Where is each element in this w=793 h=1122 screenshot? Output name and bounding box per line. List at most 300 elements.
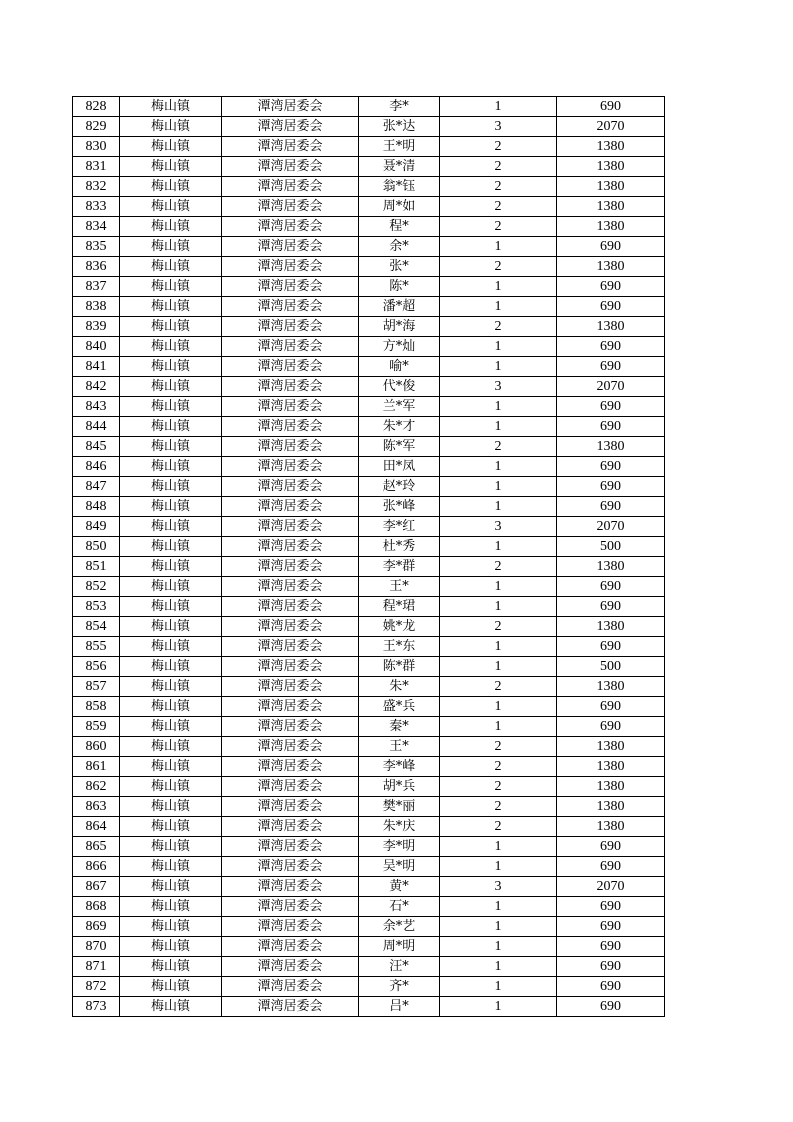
people-count-cell: 1 <box>440 637 557 657</box>
amount-cell: 690 <box>557 997 665 1017</box>
town-cell: 梅山镇 <box>120 597 222 617</box>
committee-cell: 潭湾居委会 <box>222 677 359 697</box>
row-number-cell: 830 <box>73 137 120 157</box>
committee-cell: 潭湾居委会 <box>222 737 359 757</box>
town-cell: 梅山镇 <box>120 497 222 517</box>
row-number-cell: 843 <box>73 397 120 417</box>
people-count-cell: 1 <box>440 97 557 117</box>
table-row <box>73 257 665 277</box>
people-count-cell: 1 <box>440 357 557 377</box>
amount-cell: 1380 <box>557 817 665 837</box>
name-cell: 余*艺 <box>359 917 440 937</box>
committee-cell: 潭湾居委会 <box>222 297 359 317</box>
row-number-cell: 834 <box>73 217 120 237</box>
table-row <box>73 717 665 737</box>
town-cell: 梅山镇 <box>120 217 222 237</box>
row-number-cell: 829 <box>73 117 120 137</box>
name-cell: 杜*秀 <box>359 537 440 557</box>
table-row <box>73 557 665 577</box>
amount-cell: 690 <box>557 857 665 877</box>
table-row <box>73 497 665 517</box>
amount-cell: 1380 <box>557 157 665 177</box>
town-cell: 梅山镇 <box>120 317 222 337</box>
town-cell: 梅山镇 <box>120 277 222 297</box>
row-number-cell: 866 <box>73 857 120 877</box>
row-number-cell: 840 <box>73 337 120 357</box>
town-cell: 梅山镇 <box>120 197 222 217</box>
row-number-cell: 857 <box>73 677 120 697</box>
town-cell: 梅山镇 <box>120 97 222 117</box>
name-cell: 陈*群 <box>359 657 440 677</box>
amount-cell: 690 <box>557 897 665 917</box>
name-cell: 盛*兵 <box>359 697 440 717</box>
committee-cell: 潭湾居委会 <box>222 317 359 337</box>
table-row <box>73 297 665 317</box>
amount-cell: 1380 <box>557 557 665 577</box>
name-cell: 朱*庆 <box>359 817 440 837</box>
people-count-cell: 2 <box>440 737 557 757</box>
name-cell: 王* <box>359 737 440 757</box>
name-cell: 余* <box>359 237 440 257</box>
row-number-cell: 854 <box>73 617 120 637</box>
town-cell: 梅山镇 <box>120 437 222 457</box>
committee-cell: 潭湾居委会 <box>222 457 359 477</box>
name-cell: 李*红 <box>359 517 440 537</box>
row-number-cell: 838 <box>73 297 120 317</box>
table-row <box>73 137 665 157</box>
table-row <box>73 777 665 797</box>
committee-cell: 潭湾居委会 <box>222 877 359 897</box>
table-row <box>73 337 665 357</box>
name-cell: 石* <box>359 897 440 917</box>
name-cell: 王* <box>359 577 440 597</box>
people-count-cell: 1 <box>440 417 557 437</box>
people-count-cell: 3 <box>440 117 557 137</box>
name-cell: 陈* <box>359 277 440 297</box>
town-cell: 梅山镇 <box>120 997 222 1017</box>
row-number-cell: 837 <box>73 277 120 297</box>
committee-cell: 潭湾居委会 <box>222 137 359 157</box>
committee-cell: 潭湾居委会 <box>222 197 359 217</box>
row-number-cell: 841 <box>73 357 120 377</box>
table-row <box>73 917 665 937</box>
table-row <box>73 877 665 897</box>
amount-cell: 690 <box>557 337 665 357</box>
table-row <box>73 697 665 717</box>
name-cell: 周*如 <box>359 197 440 217</box>
row-number-cell: 868 <box>73 897 120 917</box>
committee-cell: 潭湾居委会 <box>222 637 359 657</box>
name-cell: 黄* <box>359 877 440 897</box>
row-number-cell: 850 <box>73 537 120 557</box>
table-row <box>73 677 665 697</box>
row-number-cell: 859 <box>73 717 120 737</box>
row-number-cell: 867 <box>73 877 120 897</box>
row-number-cell: 860 <box>73 737 120 757</box>
town-cell: 梅山镇 <box>120 517 222 537</box>
people-count-cell: 1 <box>440 897 557 917</box>
name-cell: 李*明 <box>359 837 440 857</box>
amount-cell: 1380 <box>557 217 665 237</box>
town-cell: 梅山镇 <box>120 257 222 277</box>
people-count-cell: 1 <box>440 917 557 937</box>
row-number-cell: 872 <box>73 977 120 997</box>
committee-cell: 潭湾居委会 <box>222 177 359 197</box>
name-cell: 吕* <box>359 997 440 1017</box>
table-row <box>73 737 665 757</box>
table-row <box>73 157 665 177</box>
name-cell: 李*峰 <box>359 757 440 777</box>
amount-cell: 1380 <box>557 437 665 457</box>
table-row <box>73 657 665 677</box>
amount-cell: 690 <box>557 417 665 437</box>
people-count-cell: 2 <box>440 557 557 577</box>
amount-cell: 1380 <box>557 317 665 337</box>
name-cell: 聂*清 <box>359 157 440 177</box>
table-row <box>73 417 665 437</box>
people-count-cell: 3 <box>440 377 557 397</box>
committee-cell: 潭湾居委会 <box>222 557 359 577</box>
row-number-cell: 858 <box>73 697 120 717</box>
people-count-cell: 1 <box>440 717 557 737</box>
people-count-cell: 1 <box>440 537 557 557</box>
table-row <box>73 577 665 597</box>
amount-cell: 690 <box>557 937 665 957</box>
committee-cell: 潭湾居委会 <box>222 217 359 237</box>
people-count-cell: 2 <box>440 797 557 817</box>
town-cell: 梅山镇 <box>120 397 222 417</box>
table-row <box>73 597 665 617</box>
amount-cell: 690 <box>557 697 665 717</box>
name-cell: 朱* <box>359 677 440 697</box>
name-cell: 陈*军 <box>359 437 440 457</box>
table-row <box>73 797 665 817</box>
row-number-cell: 871 <box>73 957 120 977</box>
town-cell: 梅山镇 <box>120 737 222 757</box>
people-count-cell: 1 <box>440 337 557 357</box>
amount-cell: 690 <box>557 637 665 657</box>
row-number-cell: 835 <box>73 237 120 257</box>
row-number-cell: 849 <box>73 517 120 537</box>
table-row <box>73 197 665 217</box>
people-count-cell: 1 <box>440 857 557 877</box>
people-count-cell: 1 <box>440 477 557 497</box>
committee-cell: 潭湾居委会 <box>222 937 359 957</box>
row-number-cell: 848 <box>73 497 120 517</box>
people-count-cell: 3 <box>440 877 557 897</box>
people-count-cell: 1 <box>440 397 557 417</box>
amount-cell: 690 <box>557 357 665 377</box>
table-row <box>73 97 665 117</box>
name-cell: 齐* <box>359 977 440 997</box>
town-cell: 梅山镇 <box>120 977 222 997</box>
people-count-cell: 2 <box>440 197 557 217</box>
amount-cell: 500 <box>557 537 665 557</box>
table-row <box>73 637 665 657</box>
amount-cell: 690 <box>557 277 665 297</box>
town-cell: 梅山镇 <box>120 297 222 317</box>
town-cell: 梅山镇 <box>120 637 222 657</box>
row-number-cell: 845 <box>73 437 120 457</box>
amount-cell: 690 <box>557 497 665 517</box>
committee-cell: 潭湾居委会 <box>222 257 359 277</box>
table-row <box>73 517 665 537</box>
name-cell: 张*峰 <box>359 497 440 517</box>
table-row <box>73 437 665 457</box>
row-number-cell: 870 <box>73 937 120 957</box>
row-number-cell: 832 <box>73 177 120 197</box>
name-cell: 方*灿 <box>359 337 440 357</box>
row-number-cell: 833 <box>73 197 120 217</box>
name-cell: 喻* <box>359 357 440 377</box>
name-cell: 朱*才 <box>359 417 440 437</box>
row-number-cell: 865 <box>73 837 120 857</box>
name-cell: 张*达 <box>359 117 440 137</box>
town-cell: 梅山镇 <box>120 477 222 497</box>
town-cell: 梅山镇 <box>120 697 222 717</box>
committee-cell: 潭湾居委会 <box>222 977 359 997</box>
table-row <box>73 277 665 297</box>
amount-cell: 690 <box>557 297 665 317</box>
table-row <box>73 397 665 417</box>
row-number-cell: 869 <box>73 917 120 937</box>
amount-cell: 1380 <box>557 797 665 817</box>
committee-cell: 潭湾居委会 <box>222 697 359 717</box>
town-cell: 梅山镇 <box>120 617 222 637</box>
committee-cell: 潭湾居委会 <box>222 777 359 797</box>
town-cell: 梅山镇 <box>120 557 222 577</box>
name-cell: 潘*超 <box>359 297 440 317</box>
people-count-cell: 2 <box>440 317 557 337</box>
committee-cell: 潭湾居委会 <box>222 157 359 177</box>
row-number-cell: 842 <box>73 377 120 397</box>
amount-cell: 500 <box>557 657 665 677</box>
town-cell: 梅山镇 <box>120 137 222 157</box>
town-cell: 梅山镇 <box>120 237 222 257</box>
people-count-cell: 1 <box>440 457 557 477</box>
people-count-cell: 2 <box>440 437 557 457</box>
name-cell: 秦* <box>359 717 440 737</box>
people-count-cell: 2 <box>440 157 557 177</box>
table-row <box>73 857 665 877</box>
town-cell: 梅山镇 <box>120 457 222 477</box>
row-number-cell: 839 <box>73 317 120 337</box>
amount-cell: 690 <box>557 457 665 477</box>
committee-cell: 潭湾居委会 <box>222 417 359 437</box>
row-number-cell: 828 <box>73 97 120 117</box>
name-cell: 张* <box>359 257 440 277</box>
table-row <box>73 837 665 857</box>
table-row <box>73 217 665 237</box>
town-cell: 梅山镇 <box>120 337 222 357</box>
committee-cell: 潭湾居委会 <box>222 817 359 837</box>
people-count-cell: 2 <box>440 757 557 777</box>
name-cell: 代*俊 <box>359 377 440 397</box>
town-cell: 梅山镇 <box>120 177 222 197</box>
town-cell: 梅山镇 <box>120 377 222 397</box>
committee-cell: 潭湾居委会 <box>222 917 359 937</box>
name-cell: 王*东 <box>359 637 440 657</box>
row-number-cell: 846 <box>73 457 120 477</box>
name-cell: 田*凤 <box>359 457 440 477</box>
town-cell: 梅山镇 <box>120 117 222 137</box>
town-cell: 梅山镇 <box>120 957 222 977</box>
row-number-cell: 863 <box>73 797 120 817</box>
name-cell: 王*明 <box>359 137 440 157</box>
amount-cell: 2070 <box>557 377 665 397</box>
amount-cell: 690 <box>557 717 665 737</box>
amount-cell: 690 <box>557 837 665 857</box>
committee-cell: 潭湾居委会 <box>222 497 359 517</box>
row-number-cell: 836 <box>73 257 120 277</box>
people-count-cell: 1 <box>440 277 557 297</box>
amount-cell: 1380 <box>557 257 665 277</box>
committee-cell: 潭湾居委会 <box>222 237 359 257</box>
people-count-cell: 1 <box>440 937 557 957</box>
town-cell: 梅山镇 <box>120 677 222 697</box>
amount-cell: 1380 <box>557 757 665 777</box>
table-row <box>73 977 665 997</box>
people-count-cell: 1 <box>440 597 557 617</box>
committee-cell: 潭湾居委会 <box>222 837 359 857</box>
table-row <box>73 357 665 377</box>
people-count-cell: 2 <box>440 137 557 157</box>
table-row <box>73 117 665 137</box>
people-count-cell: 1 <box>440 657 557 677</box>
town-cell: 梅山镇 <box>120 537 222 557</box>
people-count-cell: 1 <box>440 977 557 997</box>
table-row <box>73 897 665 917</box>
town-cell: 梅山镇 <box>120 917 222 937</box>
amount-cell: 1380 <box>557 197 665 217</box>
town-cell: 梅山镇 <box>120 837 222 857</box>
amount-cell: 2070 <box>557 117 665 137</box>
name-cell: 赵*玲 <box>359 477 440 497</box>
committee-cell: 潭湾居委会 <box>222 517 359 537</box>
people-count-cell: 1 <box>440 957 557 977</box>
people-count-cell: 2 <box>440 677 557 697</box>
town-cell: 梅山镇 <box>120 797 222 817</box>
name-cell: 姚*龙 <box>359 617 440 637</box>
table-row <box>73 537 665 557</box>
amount-cell: 1380 <box>557 737 665 757</box>
table-row <box>73 177 665 197</box>
committee-cell: 潭湾居委会 <box>222 797 359 817</box>
name-cell: 樊*丽 <box>359 797 440 817</box>
name-cell: 吴*明 <box>359 857 440 877</box>
committee-cell: 潭湾居委会 <box>222 97 359 117</box>
committee-cell: 潭湾居委会 <box>222 277 359 297</box>
committee-cell: 潭湾居委会 <box>222 617 359 637</box>
amount-cell: 690 <box>557 977 665 997</box>
people-count-cell: 1 <box>440 497 557 517</box>
people-count-cell: 2 <box>440 777 557 797</box>
amount-cell: 690 <box>557 477 665 497</box>
town-cell: 梅山镇 <box>120 157 222 177</box>
committee-cell: 潭湾居委会 <box>222 957 359 977</box>
people-count-cell: 2 <box>440 257 557 277</box>
town-cell: 梅山镇 <box>120 577 222 597</box>
name-cell: 周*明 <box>359 937 440 957</box>
town-cell: 梅山镇 <box>120 757 222 777</box>
name-cell: 李*群 <box>359 557 440 577</box>
row-number-cell: 861 <box>73 757 120 777</box>
name-cell: 李* <box>359 97 440 117</box>
row-number-cell: 873 <box>73 997 120 1017</box>
table-body <box>73 97 665 1017</box>
table-row <box>73 477 665 497</box>
amount-cell: 690 <box>557 97 665 117</box>
table-row <box>73 997 665 1017</box>
people-count-cell: 1 <box>440 297 557 317</box>
amount-cell: 1380 <box>557 137 665 157</box>
committee-cell: 潭湾居委会 <box>222 757 359 777</box>
amount-cell: 690 <box>557 577 665 597</box>
table-row <box>73 617 665 637</box>
people-count-cell: 2 <box>440 217 557 237</box>
town-cell: 梅山镇 <box>120 937 222 957</box>
committee-cell: 潭湾居委会 <box>222 897 359 917</box>
row-number-cell: 852 <box>73 577 120 597</box>
amount-cell: 1380 <box>557 677 665 697</box>
town-cell: 梅山镇 <box>120 857 222 877</box>
committee-cell: 潭湾居委会 <box>222 377 359 397</box>
row-number-cell: 862 <box>73 777 120 797</box>
amount-cell: 690 <box>557 397 665 417</box>
name-cell: 胡*兵 <box>359 777 440 797</box>
amount-cell: 2070 <box>557 877 665 897</box>
committee-cell: 潭湾居委会 <box>222 657 359 677</box>
people-count-cell: 3 <box>440 517 557 537</box>
people-count-cell: 1 <box>440 997 557 1017</box>
name-cell: 汪* <box>359 957 440 977</box>
table-row <box>73 817 665 837</box>
name-cell: 翁*钰 <box>359 177 440 197</box>
row-number-cell: 844 <box>73 417 120 437</box>
row-number-cell: 856 <box>73 657 120 677</box>
table-row <box>73 957 665 977</box>
data-table <box>72 96 665 1017</box>
row-number-cell: 847 <box>73 477 120 497</box>
table-row <box>73 457 665 477</box>
committee-cell: 潭湾居委会 <box>222 397 359 417</box>
amount-cell: 690 <box>557 957 665 977</box>
amount-cell: 1380 <box>557 177 665 197</box>
row-number-cell: 864 <box>73 817 120 837</box>
town-cell: 梅山镇 <box>120 357 222 377</box>
town-cell: 梅山镇 <box>120 897 222 917</box>
amount-cell: 1380 <box>557 777 665 797</box>
town-cell: 梅山镇 <box>120 657 222 677</box>
committee-cell: 潭湾居委会 <box>222 597 359 617</box>
table-row <box>73 237 665 257</box>
committee-cell: 潭湾居委会 <box>222 117 359 137</box>
row-number-cell: 853 <box>73 597 120 617</box>
table-row <box>73 937 665 957</box>
table-row <box>73 757 665 777</box>
town-cell: 梅山镇 <box>120 817 222 837</box>
row-number-cell: 831 <box>73 157 120 177</box>
row-number-cell: 855 <box>73 637 120 657</box>
people-count-cell: 2 <box>440 617 557 637</box>
table-row <box>73 377 665 397</box>
committee-cell: 潭湾居委会 <box>222 857 359 877</box>
name-cell: 程*珺 <box>359 597 440 617</box>
table-row <box>73 317 665 337</box>
name-cell: 胡*海 <box>359 317 440 337</box>
town-cell: 梅山镇 <box>120 777 222 797</box>
committee-cell: 潭湾居委会 <box>222 537 359 557</box>
